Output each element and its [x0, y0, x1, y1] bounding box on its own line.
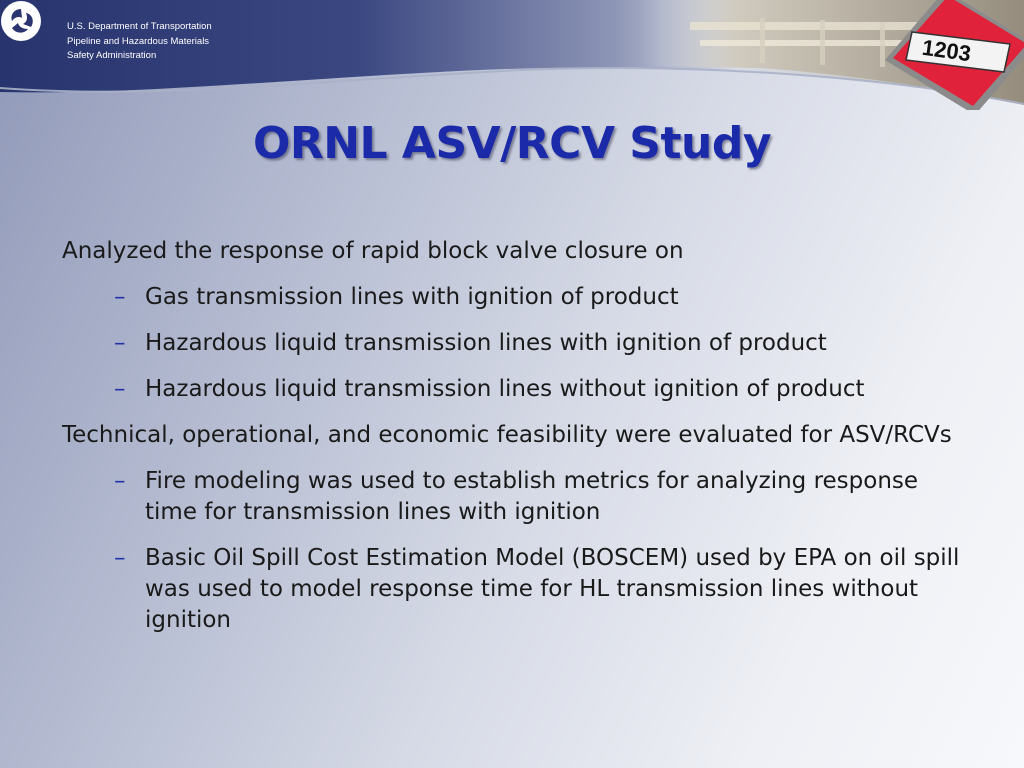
sub-bullet-1-3: [62, 374, 962, 405]
dash-marker: –: [114, 545, 126, 571]
placard-number: 1203: [920, 34, 973, 67]
slide-title: ORNL ASV/RCV Study: [252, 118, 772, 169]
dash-marker: –: [114, 330, 126, 356]
sub-bullet-1-2: [62, 328, 962, 359]
dash-marker: –: [114, 376, 126, 402]
agency-line-3: Safety Administration: [67, 50, 157, 61]
dash-marker: –: [114, 284, 126, 310]
sub-bullet-text: Gas transmission lines with ignition of product: [145, 284, 679, 310]
sub-bullet-2-2: [62, 543, 962, 636]
bullet-1: Analyzed the response of rapid block valve closure on: [62, 238, 684, 264]
sub-bullet-1-1: [62, 282, 962, 313]
sub-bullet-text: Basic Oil Spill Cost Estimation Model (BOSCEM) used by EPA on oil spill was used to model response time for HL transmission lines without ignition: [145, 545, 960, 633]
dash-marker: –: [114, 468, 126, 494]
bullet-2: Technical, operational, and economic feasibility were evaluated for ASV/RCVs: [62, 422, 952, 448]
sub-bullet-text: Fire modeling was used to establish metrics for analyzing response time for transmission lines with ignition: [145, 468, 919, 525]
sub-bullet-2-1: [62, 466, 962, 528]
agency-line-2: Pipeline and Hazardous Materials: [67, 35, 210, 47]
slide-body: [62, 236, 962, 651]
agency-name: [67, 20, 212, 64]
dot-triskelion-logo-icon: [0, 0, 42, 42]
agency-line-1: U.S. Department of Transportation: [67, 21, 212, 32]
header-banner: [0, 0, 1024, 110]
sub-bullet-text: Hazardous liquid transmission lines without ignition of product: [145, 376, 865, 402]
sub-bullet-text: Hazardous liquid transmission lines with ignition of product: [145, 330, 827, 356]
